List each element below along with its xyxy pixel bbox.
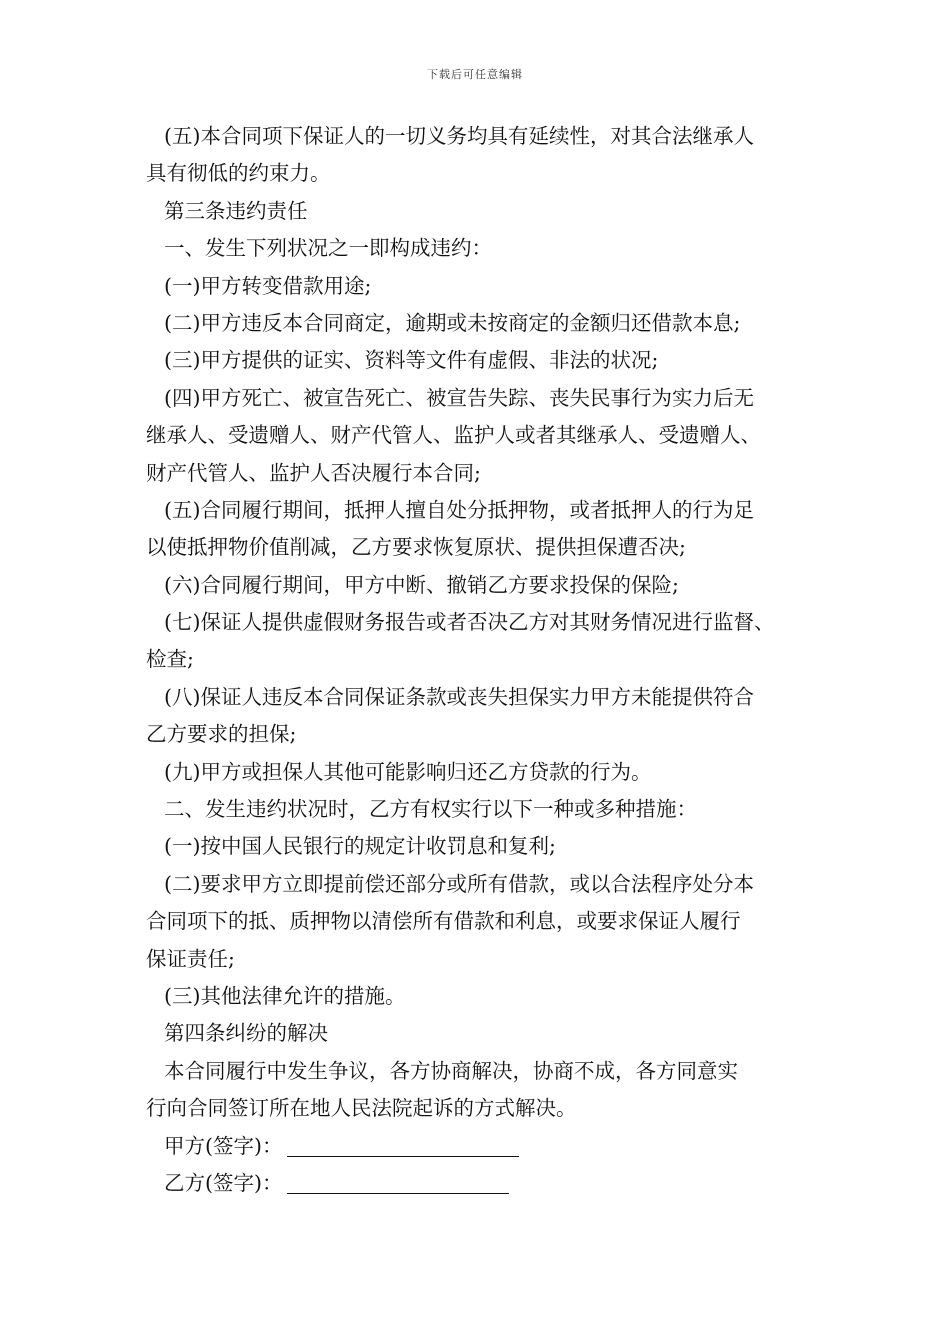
text-line: (一)甲方转变借款用途;: [164, 273, 372, 298]
document-body: [146, 118, 826, 1202]
text-line: 继承人、受遗赠人、财产代管人、监护人或者其继承人、受遗赠人、: [146, 423, 761, 448]
text-line: 本合同履行中发生争议，各方协商解决，协商不成，各方同意实: [164, 1058, 738, 1083]
text-line: (二)要求甲方立即提前偿还部分或所有借款，或以合法程序处分本: [164, 871, 754, 896]
text-line: (一)按中国人民银行的规定计收罚息和复利;: [164, 834, 556, 859]
text-line: (三)其他法律允许的措施。: [164, 983, 406, 1008]
text-line: (八)保证人违反本合同保证条款或丧失担保实力甲方未能提供符合: [164, 684, 754, 709]
text-line: 检查;: [146, 647, 194, 672]
text-line: 二、发生违约状况时，乙方有权实行以下一种或多种措施：: [164, 797, 697, 822]
text-line: 保证责任;: [146, 946, 235, 971]
text-line: 乙方要求的担保;: [146, 722, 297, 747]
text-line: 财产代管人、监护人否决履行本合同;: [146, 460, 481, 485]
text-line: (七)保证人提供虚假财务报告或者否决乙方对其财务情况进行监督、: [164, 610, 775, 635]
party-a-signature-label: 甲方(签字)：: [164, 1133, 283, 1158]
text-line: (九)甲方或担保人其他可能影响归还乙方贷款的行为。: [164, 759, 652, 784]
text-line: (五)合同履行期间，抵押人擅自处分抵押物，或者抵押人的行为足: [164, 497, 754, 522]
text-line: 具有彻低的约束力。: [146, 161, 331, 186]
paragraph-lines: [146, 118, 826, 1128]
page-header: 下载后可任意编辑: [427, 68, 523, 81]
party-b-signature-row: [146, 1165, 826, 1202]
text-line: (四)甲方死亡、被宣告死亡、被宣告失踪、丧失民事行为实力后无: [164, 385, 754, 410]
party-b-signature-line[interactable]: [287, 1173, 509, 1194]
text-line: 第三条违约责任: [164, 198, 308, 223]
text-line: (六)合同履行期间，甲方中断、撤销乙方要求投保的保险;: [164, 572, 679, 597]
party-a-signature-row: [146, 1128, 826, 1165]
text-line: 以使抵押物价值削减，乙方要求恢复原状、提供担保遭否决;: [146, 535, 686, 560]
text-line: 行向合同签订所在地人民法院起诉的方式解决。: [146, 1096, 577, 1121]
text-line: 第四条纠纷的解决: [164, 1021, 328, 1046]
text-line: (五)本合同项下保证人的一切义务均具有延续性，对其合法继承人: [164, 124, 754, 148]
text-line: 一、发生下列状况之一即构成违约：: [164, 236, 492, 261]
party-b-signature-label: 乙方(签字)：: [164, 1170, 283, 1195]
text-line: (三)甲方提供的证实、资料等文件有虚假、非法的状况;: [164, 348, 659, 373]
party-a-signature-line[interactable]: [287, 1136, 519, 1157]
text-line: 合同项下的抵、质押物以清偿所有借款和利息，或要求保证人履行: [146, 909, 741, 934]
text-line: (二)甲方违反本合同商定，逾期或未按商定的金额归还借款本息;: [164, 310, 741, 335]
